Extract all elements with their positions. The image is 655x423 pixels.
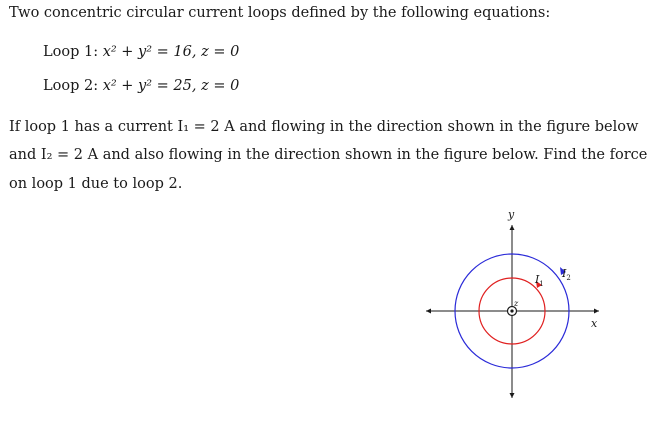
current1-label [534,273,544,288]
origin-dot [510,309,513,312]
problem-paragraph-line-1: If loop 1 has a current I₁ = 2 A and flowing in the direction shown in the figure below [9,119,639,135]
current1-subscript: 1 [539,280,544,288]
problem-paragraph-line-3: on loop 1 due to loop 2. [9,176,183,192]
problem-paragraph-line-2: and I₂ = 2 A and also flowing in the direction shown in the figure below. Find the force [9,147,648,163]
y-axis-arrow-bottom [510,393,515,398]
loop2-equation [43,76,239,96]
x-axis-arrow-right [594,309,599,314]
loop1-equation [43,42,239,62]
concentric-loops-figure [420,205,610,410]
current2-symbol: I [562,267,567,280]
y-axis-label: y [508,208,515,221]
loop2-eq: x² + y² = 25, z = 0 [102,78,240,94]
x-axis-label: x [591,317,598,330]
loop1-label: Loop 1: [43,44,99,60]
loop2-label: Loop 2: [43,78,99,94]
x-axis-arrow-left [426,309,431,314]
current2-label [561,267,571,282]
problem-intro: Two concentric circular current loops defined by the following equations: [9,5,551,21]
y-axis-arrow-top [510,225,515,230]
current1-symbol: I [535,273,540,286]
current2-subscript: 2 [566,274,571,282]
loop1-eq: x² + y² = 16, z = 0 [102,44,240,60]
z-axis-label: z [514,299,519,308]
